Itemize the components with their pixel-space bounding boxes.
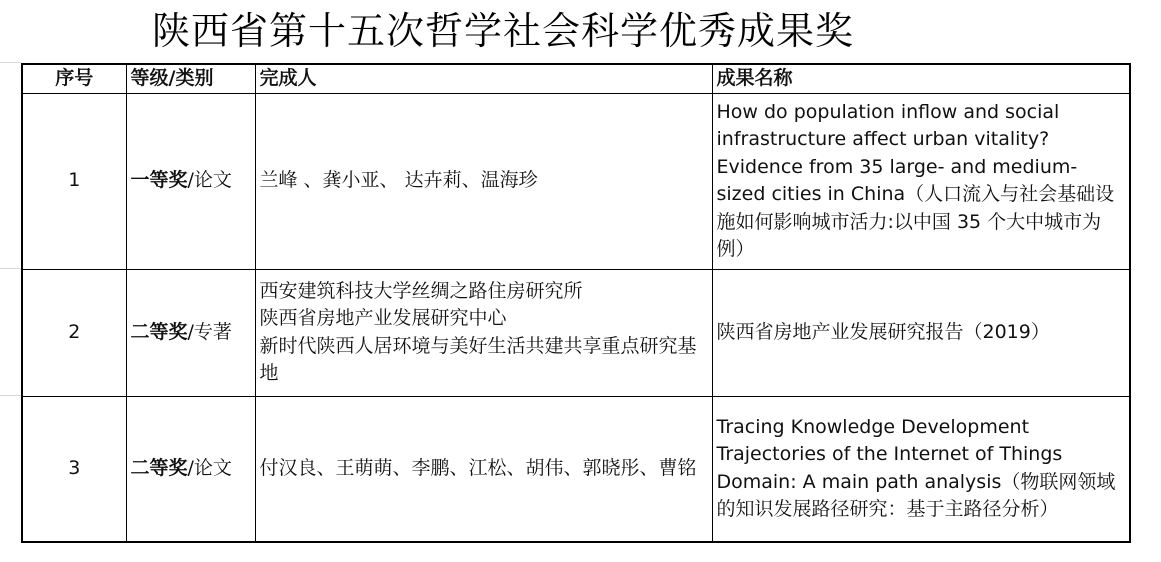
- header-grade: 等级/类别: [126, 64, 255, 93]
- row-number: 1: [22, 93, 126, 269]
- grid-line: [0, 268, 21, 269]
- work-title-cell: How do population inflow and social infrastructure affect urban vitality? Evidence from 35 large- and medium-sized cities in China（人口流入与社会基础设施如何影响城市活力:以中国 35 个大中城市为例）: [712, 93, 1130, 269]
- award-category: /专著: [187, 320, 232, 343]
- table-row: [22, 93, 1130, 269]
- author-line: 付汉良、王萌萌、李鹏、江松、胡伟、郭晓彤、曹铭: [259, 456, 697, 479]
- header-no: 序号: [22, 64, 126, 93]
- work-title-cell: Tracing Knowledge Development Trajectories of the Internet of Things Domain: A main path analysis（物联网领域的知识发展路径研究：基于主路径分析）: [712, 396, 1130, 542]
- page-title: 陕西省第十五次哲学社会科学优秀成果奖: [152, 9, 855, 53]
- grade-cell: [126, 396, 255, 542]
- grade-cell: [126, 93, 255, 269]
- author-line: 新时代陕西人居环境与美好生活共建共享重点研究基地: [259, 334, 697, 384]
- table-row: [22, 269, 1130, 396]
- authors-cell: [255, 269, 712, 396]
- award-level: 二等奖: [130, 320, 188, 343]
- award-level: 二等奖: [130, 456, 188, 479]
- grid-line: [0, 62, 21, 63]
- award-category: /论文: [187, 456, 232, 479]
- work-title-cell: 陕西省房地产业发展研究报告（2019）: [712, 269, 1130, 396]
- table-header-row: [22, 64, 1130, 93]
- author-line: 西安建筑科技大学丝绸之路住房研究所: [259, 279, 583, 302]
- award-category: /论文: [187, 169, 232, 192]
- authors-cell: [255, 93, 712, 269]
- grid-line: [0, 395, 21, 396]
- awards-table: [21, 63, 1131, 543]
- row-number: 3: [22, 396, 126, 542]
- header-authors: 完成人: [255, 64, 712, 93]
- grade-cell: [126, 269, 255, 396]
- author-line: 兰峰 、龚小亚、 达卉莉、温海珍: [259, 169, 538, 192]
- author-line: 陕西省房地产业发展研究中心: [259, 307, 507, 329]
- row-number: 2: [22, 269, 126, 396]
- award-level: 一等奖: [130, 169, 188, 192]
- table-row: [22, 396, 1130, 542]
- authors-cell: [255, 396, 712, 542]
- header-work: 成果名称: [712, 64, 1130, 93]
